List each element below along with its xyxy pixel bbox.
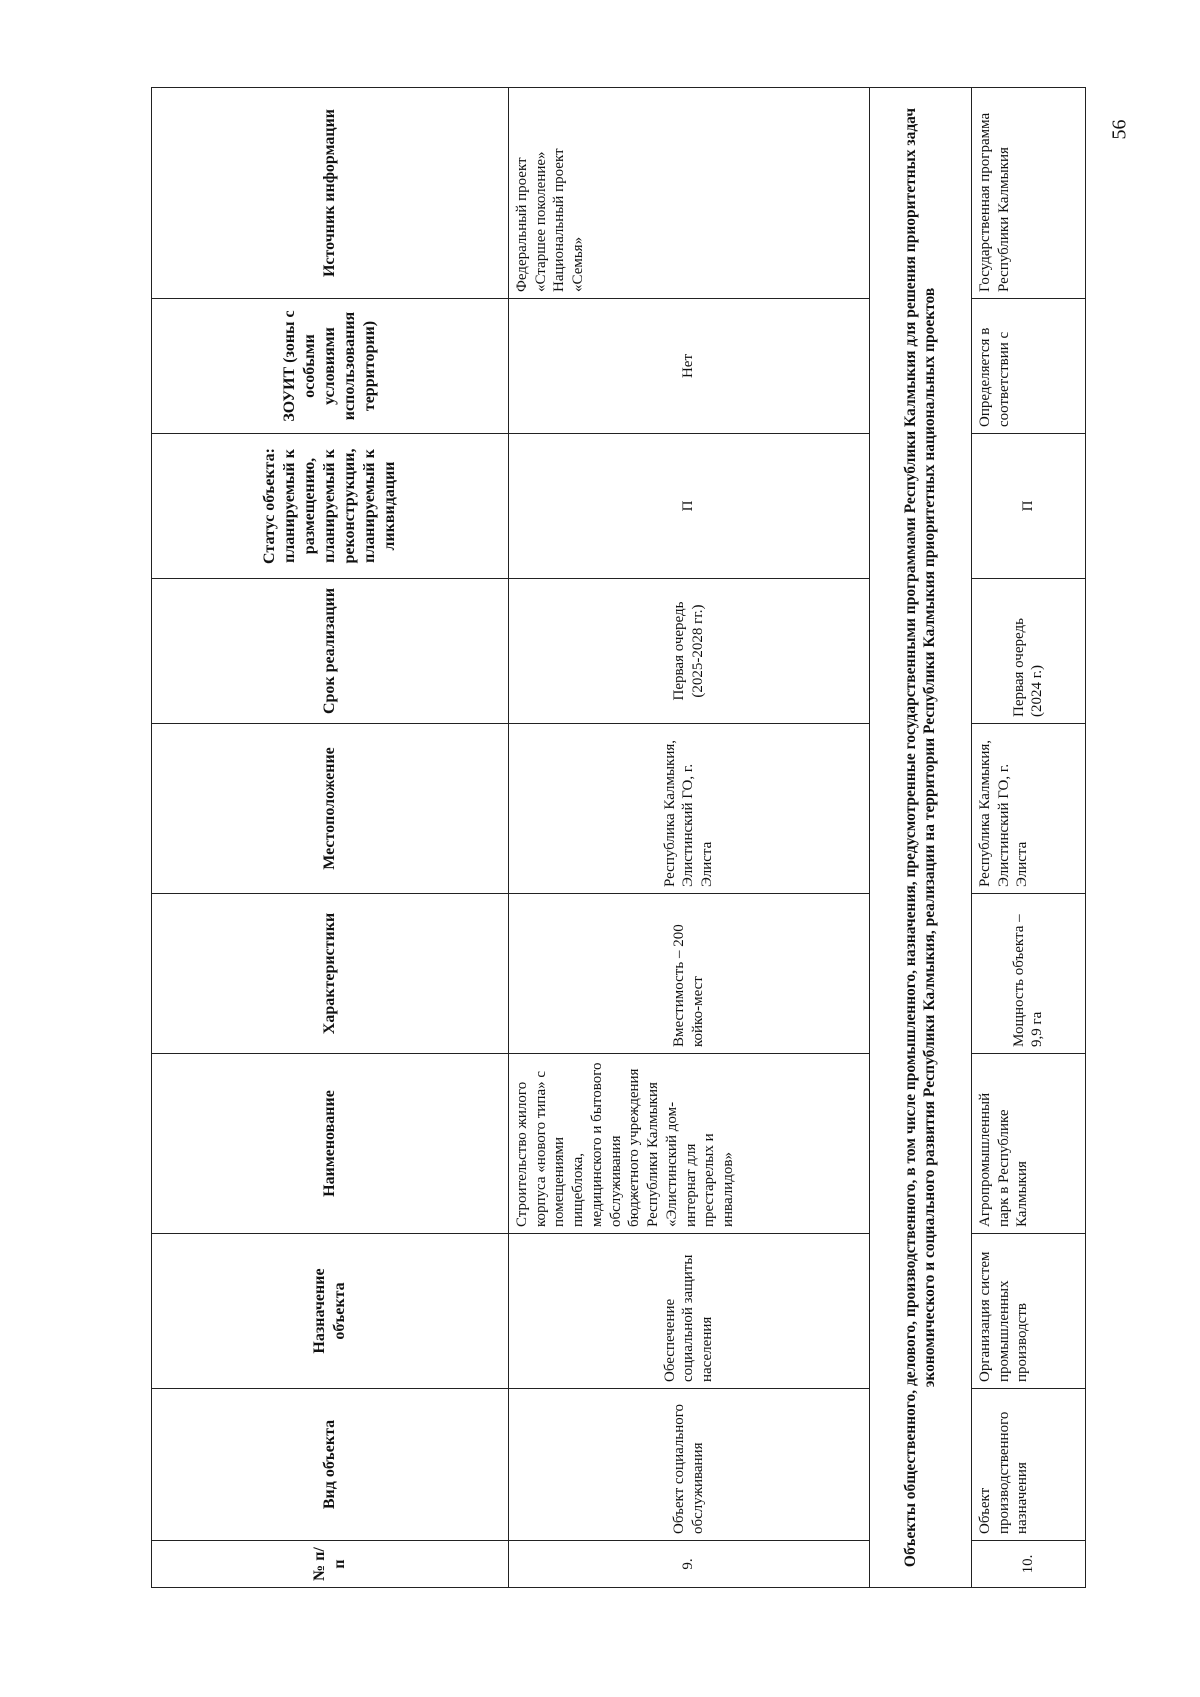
row9-name: Строительство жилого корпуса «нового типа» с помещениями пищеблока, медицинского и бытового обслуживания бюджетного учреждения Республики Калмыкия «Элистинский дом-интернат для престарелых и инвалидов» <box>508 1054 869 1234</box>
row10-purpose: Организация систем промышленных производств <box>971 1234 1085 1389</box>
row9-source: Федеральный проект «Старшее поколение» Национальный проект «Семья» <box>508 88 869 299</box>
header-location: Местоположение <box>152 724 509 894</box>
table-row-10 <box>971 88 1085 1588</box>
row9-num: 9. <box>508 1541 869 1588</box>
section-title: Объекты общественного, делового, производственного, в том числе промышленного, назначения, предусмотренные государственными программами Республики Калмыкия для решения приоритетных задач экономического и социального развития Республики Калмыкия, реализации на территории Республики Калмыкия приоритетных национальных проектов <box>869 88 971 1588</box>
header-name: Наименование <box>152 1054 509 1234</box>
header-term: Срок реализации <box>152 579 509 724</box>
header-kind: Вид объекта <box>152 1389 509 1541</box>
row9-status: П <box>508 434 869 579</box>
row10-name: Агропромышленный парк в Республике Калмыкия <box>971 1054 1085 1234</box>
row10-kind: Объект производственного назначения <box>971 1389 1085 1541</box>
row10-characteristics: Мощность объекта – 9,9 га <box>971 894 1085 1054</box>
row9-purpose: Обеспечение социальной защиты населения <box>508 1234 869 1389</box>
table-header-row <box>152 88 509 1588</box>
page-number: 56 <box>1108 119 1131 140</box>
header-num: № п/ п <box>152 1541 509 1588</box>
row10-location: Республика Калмыкия, Элистинский ГО, г. Элиста <box>971 724 1085 894</box>
row9-kind: Объект социального обслуживания <box>508 1389 869 1541</box>
row10-status: П <box>971 434 1085 579</box>
row9-term: Первая очередь (2025-2028 гг.) <box>508 579 869 724</box>
row10-term: Первая очередь (2024 г.) <box>971 579 1085 724</box>
section-row <box>869 88 971 1588</box>
row10-num: 10. <box>971 1541 1085 1588</box>
row9-location: Республика Калмыкия, Элистинский ГО, г. Элиста <box>508 724 869 894</box>
rotated-table-container <box>151 88 1086 1588</box>
header-status: Статус объекта: планируемый к размещению, планируемый к реконструкции, планируемый к ликвидации <box>152 434 509 579</box>
objects-table <box>151 87 1086 1588</box>
header-source: Источник информации <box>152 88 509 299</box>
row9-characteristics: Вместимость – 200 койко-мест <box>508 894 869 1054</box>
header-purpose: Назначение объекта <box>152 1234 509 1389</box>
row9-zouit: Нет <box>508 299 869 434</box>
header-zouit: ЗОУИТ (зоны с особыми условиями использования территории) <box>152 299 509 434</box>
row10-zouit: Определяется в соответствии с <box>971 299 1085 434</box>
table-row-9 <box>508 88 869 1588</box>
row10-source: Государственная программа Республики Калмыкия <box>971 88 1085 299</box>
header-characteristics: Характеристики <box>152 894 509 1054</box>
